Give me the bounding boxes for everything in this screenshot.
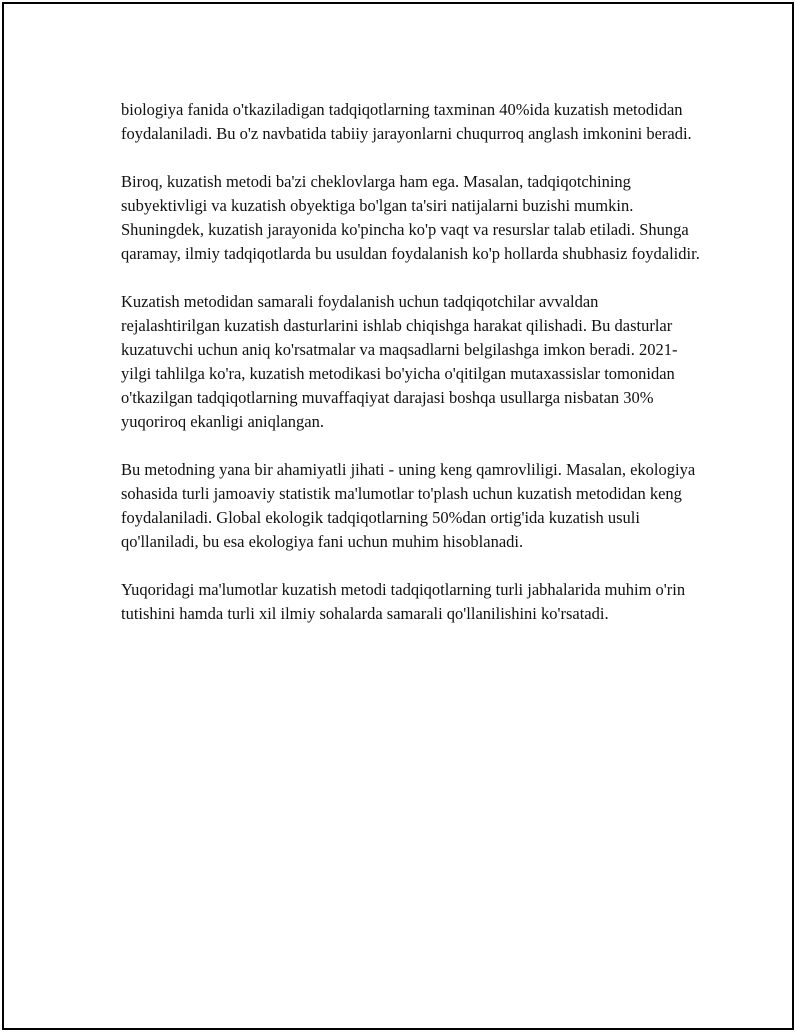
- paragraph-5: Yuqoridagi ma'lumotlar kuzatish metodi tadqiqotlarning turli jabhalarida muhim o'rin tutishini hamda turli xil ilmiy sohalarda samarali qo'llanilishini ko'rsatadi.: [121, 580, 686, 623]
- paragraph-4: Bu metodning yana bir ahamiyatli jihati - uning keng qamrovliligi. Masalan, ekologiya sohasida turli jamoaviy statistik ma'lumotlar to'plash uchun kuzatish metodidan keng foydalaniladi. Global ekologik tadqiqotlarning 50%dan ortig'ida kuzatish usuli qo'llaniladi, bu esa ekologiya fani uchun muhim hisoblanadi.: [121, 460, 696, 551]
- document-body: [121, 98, 701, 650]
- paragraph-1: biologiya fanida o'tkaziladigan tadqiqotlarning taxminan 40%ida kuzatish metodidan foydalaniladi. Bu o'z navbatida tabiiy jarayonlarni chuqurroq anglash imkonini beradi.: [121, 100, 692, 143]
- paragraph-2: Biroq, kuzatish metodi ba'zi cheklovlarga ham ega. Masalan, tadqiqotchining subyektivligi va kuzatish obyektiga bo'lgan ta'siri natijalarni buzishi mumkin. Shuningdek, kuzatish jarayonida ko'pincha ko'p vaqt va resurslar talab etiladi. Shunga qaramay, ilmiy tadqiqotlarda bu usuldan foydalanish ko'p hollarda shubhasiz foydalidir.: [121, 172, 700, 263]
- document-page: [2, 2, 794, 1030]
- paragraph-3: Kuzatish metodidan samarali foydalanish uchun tadqiqotchilar avvaldan rejalashtirilgan kuzatish dasturlarini ishlab chiqishga harakat qilishadi. Bu dasturlar kuzatuvchi uchun aniq ko'rsatmalar va maqsadlarni belgilashga imkon beradi. 2021-yilgi tahlilga ko'ra, kuzatish metodikasi bo'yicha o'qitilgan mutaxassislar tomonidan o'tkazilgan tadqiqotlarning muvaffaqiyat darajasi boshqa usullarga nisbatan 30% yuqoriroq ekanligi aniqlangan.: [121, 292, 678, 431]
